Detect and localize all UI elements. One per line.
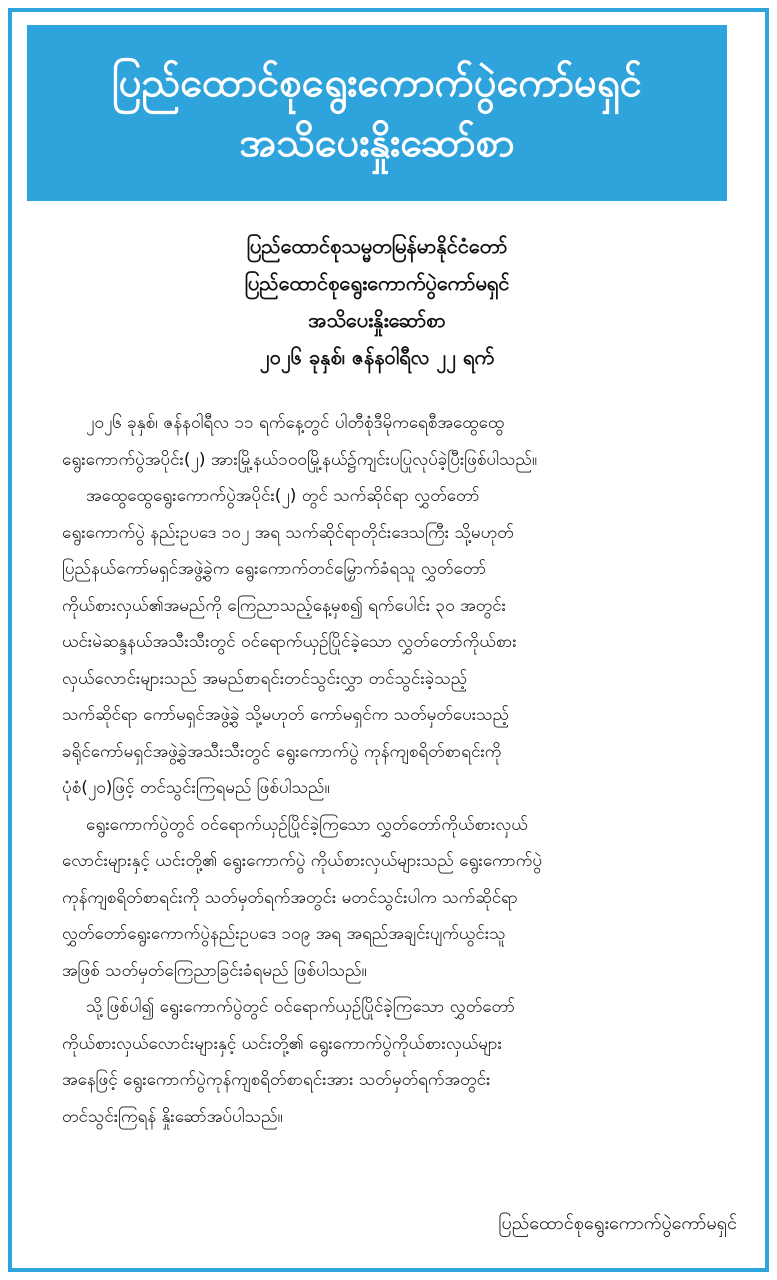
paragraph-3 [62,807,724,990]
paragraph-line: ခရိုင်ကော်မရှင်အဖွဲ့ခွဲအသီးသီးတွင် ရွေးကောက်ပွဲ ကုန်ကျစရိတ်စာရင်းကို [62,741,502,762]
title-banner [27,25,727,201]
paragraph-line: လှယ်လောင်းများသည် အမည်စာရင်းတင်သွင်းလွှာ တင်သွင်းခဲ့သည့် [62,668,468,689]
paragraph-line: လောင်းများနှင့် ယင်းတို့၏ ရွေးကောက်ပွဲ ကိုယ်စားလှယ်များသည် ရွေးကောက်ပွဲ [62,851,543,871]
paragraph-line: ရွေးကောက်ပွဲအပိုင်း(၂) အားမြို့နယ်၁၀၀မြို့နယ်၌ကျင်းပပြုလုပ်ခဲ့ပြီးဖြစ်ပါသည်။ [62,449,538,470]
paragraph-line: ကုန်ကျစရိတ်စာရင်းကို သတ်မှတ်ရက်အတွင်း မတင်သွင်းပါက သက်ဆိုင်ရာ [62,887,518,908]
paragraph-1 [62,405,724,478]
paragraph-line: ရွေးကောက်ပွဲ နည်းဥပဒေ ၁၀၂ အရ သက်ဆိုင်ရာတိုင်းဒေသကြီး သို့မဟုတ် [62,522,514,543]
paragraph-line: ၂၀၂၆ ခုနှစ်၊ ဇန်နဝါရီလ ၁၁ ရက်နေ့တွင် ပါတီစုံဒီမိုကရေစီအထွေထွေ [86,413,505,433]
paragraph-line: ကိုယ်စားလှယ်လောင်းများနှင့် ယင်းတို့၏ ရွေးကောက်ပွဲကိုယ်စားလှယ်များ [62,1033,502,1054]
paragraph-line: ပုံစံ(၂၀)ဖြင့် တင်သွင်းကြရမည် ဖြစ်ပါသည်။ [62,778,330,798]
paragraph-line: ယင်းမဲဆန္ဒနယ်အသီးသီးတွင် ဝင်ရောက်ယှဉ်ပြိုင်ခဲ့သော လွှတ်တော်ကိုယ်စား [62,632,517,652]
paragraph-line: ပြည်နယ်ကော်မရှင်အဖွဲ့ခွဲက ရွေးကောက်တင်မြှောက်ခံရသူ လွှတ်တော် [62,559,487,579]
paragraph-line: ကိုယ်စားလှယ်၏အမည်ကို ကြေညာသည့်နေ့မှစ၍ ရက်ပေါင်း ၃၀ အတွင်း [62,595,506,616]
paragraph-line: သို့ဖြစ်ပါ၍ ရွေးကောက်ပွဲတွင် ဝင်ရောက်ယှဉ်ပြိုင်ခဲ့ကြသော လွှတ်တော် [86,997,516,1017]
paragraph-line: အဖြစ် သတ်မှတ်ကြေညာခြင်းခံရမည် ဖြစ်ပါသည်။ [62,960,367,981]
banner-subtitle: အသိပေးနှိုးဆော်စာ [239,120,515,166]
paragraph-2 [62,478,724,807]
paragraph-line: လွှတ်တော်ရွေးကောက်ပွဲနည်းဥပဒေ ၁၀၉ အရ အရည်အချင်းပျက်ယွင်းသူ [62,924,506,944]
banner-title: ပြည်ထောင်စုရွေးကောက်ပွဲကော်မရှင် [112,60,642,106]
heading-date: ၂၀၂၆ ခုနှစ်၊ ဇန်နဝါရီလ ၂၂ ရက် [259,345,495,369]
heading-commission: ပြည်ထောင်စုရွေးကောက်ပွဲကော်မရှင် [244,271,510,295]
signature: ပြည်ထောင်စုရွေးကောက်ပွဲကော်မရှင် [498,1213,737,1234]
paragraph-4 [62,989,724,1135]
paragraph-line: အနေဖြင့် ရွေးကောက်ပွဲကုန်ကျစရိတ်စာရင်းအား သတ်မှတ်ရက်အတွင်း [62,1070,491,1090]
paragraph-line: အထွေထွေရွေးကောက်ပွဲအပိုင်း(၂) တွင် သက်ဆိုင်ရာ လွှတ်တော် [86,486,480,506]
paragraph-line: သက်ဆိုင်ရာ ကော်မရှင်အဖွဲ့ခွဲ သို့မဟုတ် ကော်မရှင်က သတ်မှတ်ပေးသည့် [62,705,510,725]
notice-heading [27,228,727,376]
heading-country: ပြည်ထောင်စုသမ္မတမြန်မာနိုင်ငံတော် [246,234,508,258]
paragraph-line: ရွေးကောက်ပွဲတွင် ဝင်ရောက်ယှဉ်ပြိုင်ခဲ့ကြသော လွှတ်တော်ကိုယ်စားလှယ် [86,814,528,835]
heading-notice-title: အသိပေးနှိုးဆော်စာ [308,308,446,332]
paragraph-line: တင်သွင်းကြရန် နှိုးဆော်အပ်ပါသည်။ [62,1106,283,1127]
notice-body [62,405,724,1135]
